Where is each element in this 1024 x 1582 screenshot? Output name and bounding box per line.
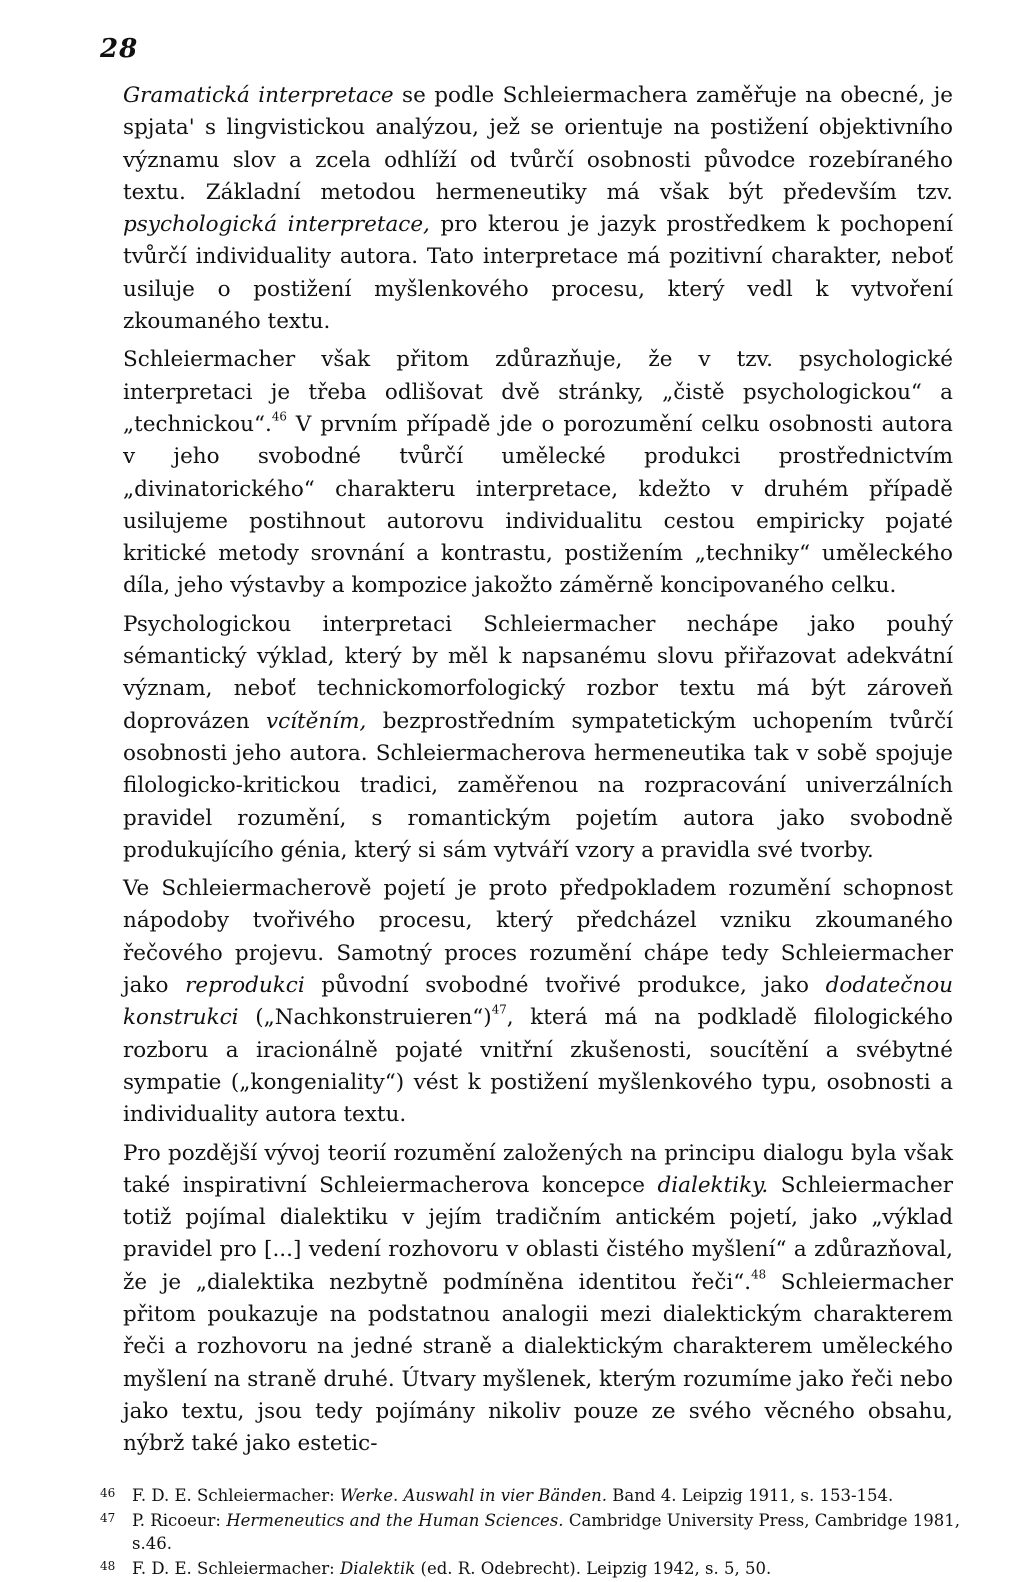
footnote-ref-46: 46 [271,409,287,424]
text-segment: Ve Schleiermacherově pojetí je proto předpokladem rozumění schopnost nápodoby tvořivého procesu, který předcházel vzniku zkoumaného řečového projevu. Samotný proces rozumění chápe tedy Schleiermacher jako [123,876,953,999]
text-segment: Werke. Auswahl in vier Bänden. [339,1486,608,1505]
text-segment: se podle Schleiermachera zaměřuje na obecné, je spjata' s lingvistickou analýzou, jež se orientuje na postižení objektivního významu slov a zcela odhlíží od tvůrčí osobnosti původce rozebíraného textu. Základní metodou hermeneutiky má však být především tzv. [123,83,953,205]
text-segment: Gramatická interpretace [123,83,394,108]
text-segment: F. D. E. Schleiermacher: [132,1486,340,1505]
text-segment: Psychologickou interpretaci Schleiermacher nechápe jako pouhý sémantický výklad, který by měl k napsanému slovu přiřazovat adekvátní význam, neboť technickomorfologický rozbor textu má být zároveň doprovázen [123,611,953,734]
paragraph-5 [123,1138,953,1461]
footnote-number: 47 [100,1511,116,1525]
page-number: 28 [100,34,139,64]
text-segment: P. Ricoeur: [132,1511,227,1530]
text-segment: („Nachkonstruieren“) [238,1005,492,1031]
footnote-text [132,1509,960,1555]
text-segment: (ed. R. Odebrecht). Leipzig 1942, s. 5, 50. [415,1559,772,1578]
footnote-46 [100,1484,960,1507]
text-segment: , která má na podkladě filologického rozboru a iracionálně pojaté vnitřní zkušenosti, soucítění a svébytné sympatie („kongeniality“) vést k postižení myšlenkového typu, osobnosti a individuality autora textu. [123,1005,954,1128]
text-segment: V prvním případě jde o porozumění celku osobnosti autora v jeho svobodné tvůrčí umělecké produkci prostřednictvím „divinatorického“ charakteru interpretace, kdežto v druhém případě usilujeme postihnout autorovu individualitu cestou empiricky pojaté kritické metody srovnání a kontrastu, postižením „techniky“ uměleckého díla, jeho výstavby a kompozice jakožto záměrně koncipovaného celku. [123,411,953,599]
paragraph-4 [123,873,953,1131]
text-segment: vcítěním, [265,708,367,734]
body-text [123,80,953,1460]
footnote-ref-47: 47 [491,1002,507,1017]
text-segment: F. D. E. Schleiermacher: [132,1559,340,1578]
footnote-48 [100,1557,960,1580]
text-segment: pro kterou je jazyk prostředkem k pochopení tvůrčí individuality autora. Tato interpretace má pozitivní charakter, neboť usiluje o postižení myšlenkového procesu, který vedl k vytvoření zkoumaného textu. [123,212,953,335]
text-segment: reprodukci [185,973,305,999]
text-segment: Band 4. Leipzig 1911, s. 153-154. [607,1486,894,1505]
text-segment: Schleiermacher totiž pojímal dialektiku v jejím tradičním antickém pojetí, jako „výklad pravidel pro [...] vedení rozhovoru v oblasti čistého myšlení“ a zdůrazňoval, že je „dialektika nezbytně podmíněna identitou řeči“. [123,1172,953,1295]
text-segment: bezprostředním sympatetickým uchopením tvůrčí osobnosti jeho autora. Schleiermacherova hermeneutika tak v sobě spojuje filologicko-kritickou tradici, zaměřenou na rozpracování univerzálních pravidel rozumění, s romantickým pojetím autora jako svobodně produkujícího génia, který si sám vytváří vzory a pravidla své tvorby. [123,708,953,863]
text-segment: Hermeneutics and the Human Sciences. [226,1511,564,1530]
footnote-ref-48: 48 [751,1267,767,1282]
footnote-text [132,1484,960,1507]
footnote-number: 46 [100,1486,116,1500]
text-segment: původní svobodné tvořivé produkce, jako [304,973,826,999]
text-segment: Pro pozdější vývoj teorií rozumění založených na principu dialogu byla však také inspirativní Schleiermacherova koncepce [123,1140,953,1198]
text-segment: Schleiermacher však přitom zdůrazňuje, že v tzv. psychologické interpretaci je třeba odlišovat dvě stránky, „čistě psychologickou“ a „technickou“. [123,347,953,437]
text-segment: dodatečnou konstrukci [123,973,953,1031]
footnotes [100,1484,960,1582]
paragraph-2 [123,344,953,602]
text-segment: Cambridge University Press, Cambridge 1981, s.46. [132,1511,960,1553]
text-segment: Dialektik [339,1559,416,1578]
text-segment: psychologická interpretace, [123,212,430,238]
footnote-text [132,1557,960,1580]
footnote-number: 48 [100,1559,116,1573]
text-segment: Schleiermacher přitom poukazuje na podstatnou analogii mezi dialektickým charakterem řeči a rozhovoru na jedné straně a dialektickým charakterem uměleckého myšlení na straně druhé. Útvary myšlenek, kterým rozumíme jako řeči nebo jako textu, jsou tedy pojímány nikoliv pouze ze svého věcného obsahu, nýbrž také jako estetic- [123,1269,953,1457]
paragraph-1 [123,80,953,338]
paragraph-3 [123,609,953,867]
footnote-47 [100,1509,960,1555]
text-segment: dialektiky. [657,1172,769,1198]
